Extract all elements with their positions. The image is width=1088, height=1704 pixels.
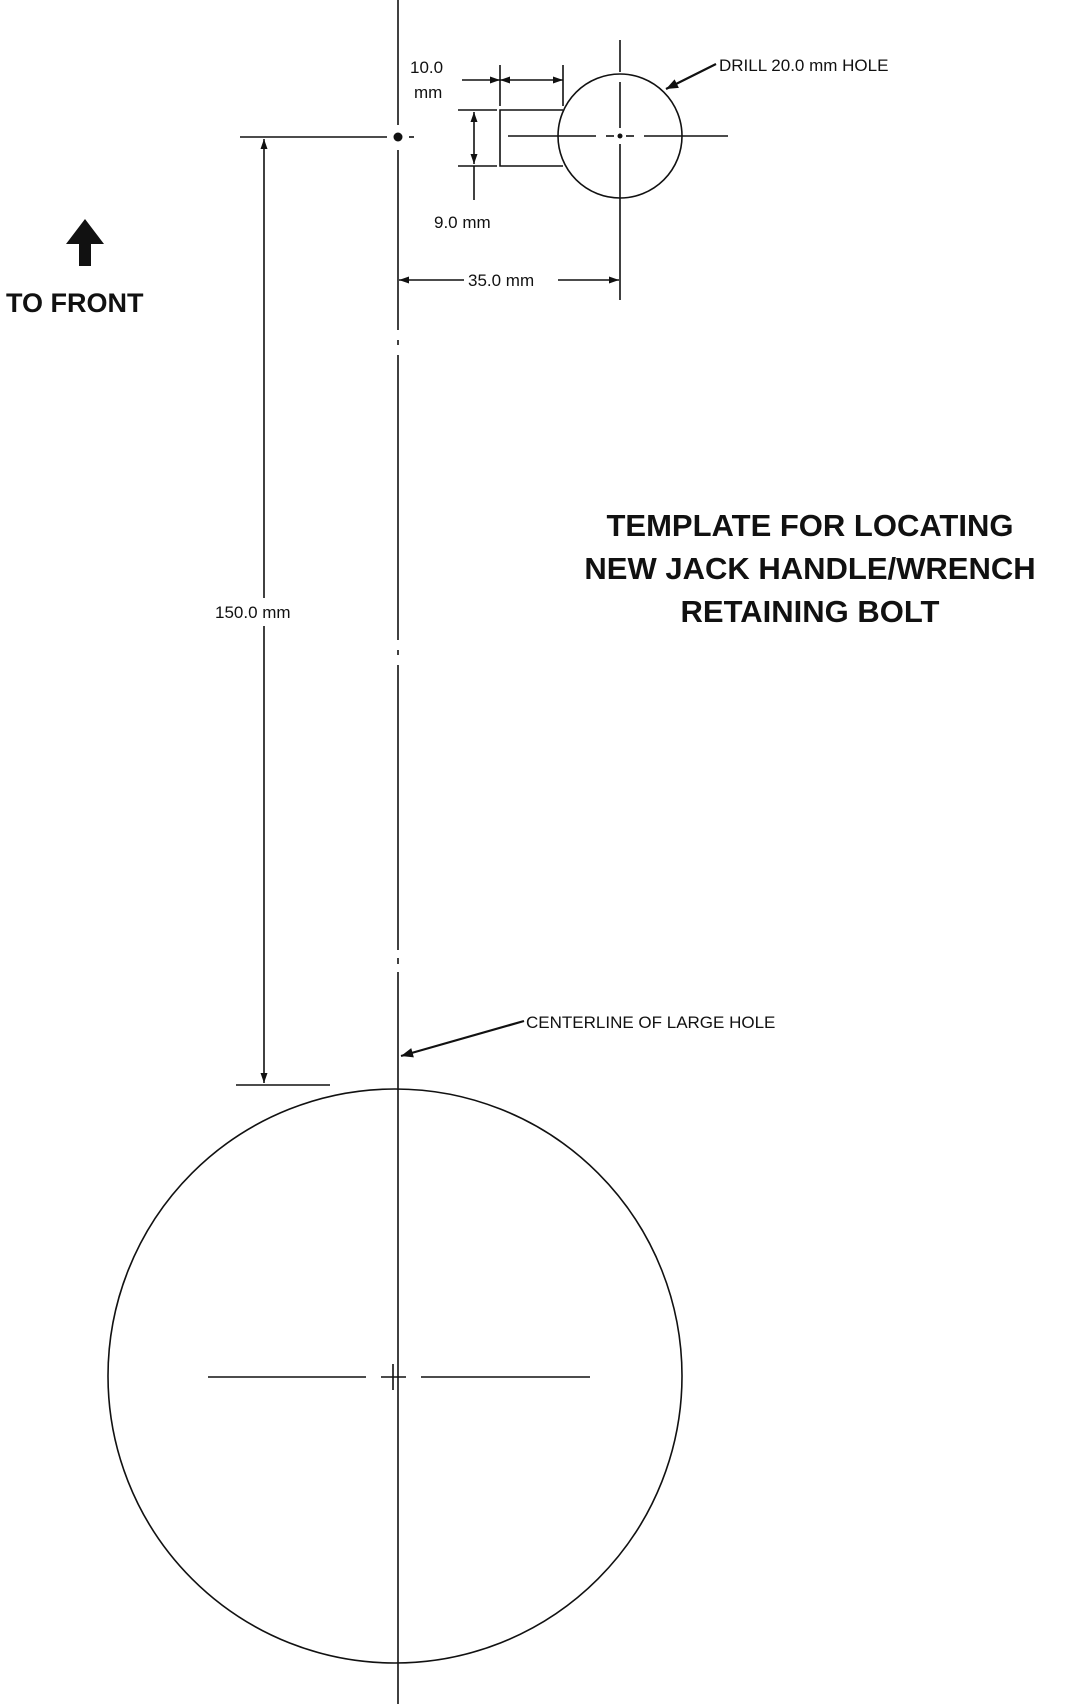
- title-line-2: NEW JACK HANDLE/WRENCH: [584, 551, 1036, 586]
- dim-35: 35.0 mm: [468, 271, 535, 290]
- dim-9: 9.0 mm: [434, 213, 491, 232]
- to-front-indicator: [6, 219, 144, 318]
- slot-outline: [500, 110, 563, 166]
- dimension-35mm: [399, 271, 619, 290]
- title-block: [584, 508, 1035, 629]
- dimension-150mm: [215, 139, 330, 1085]
- drill-hole-callout: [666, 56, 888, 89]
- dimension-9mm: [434, 110, 497, 232]
- dim-10-unit: mm: [414, 83, 443, 102]
- dim-150: 150.0 mm: [215, 603, 291, 622]
- up-arrow-icon: [66, 219, 104, 266]
- drill-hole: [508, 40, 728, 300]
- title-line-3: RETAINING BOLT: [680, 594, 940, 629]
- centerline-callout: [401, 1013, 775, 1056]
- drill-hole-label: DRILL 20.0 mm HOLE: [719, 56, 889, 75]
- dimension-10mm: [410, 58, 563, 106]
- dim-10-value: 10.0: [410, 58, 444, 77]
- bolt-center-mark: [240, 133, 414, 142]
- to-front-label: TO FRONT: [6, 288, 144, 318]
- large-hole: [108, 1089, 682, 1663]
- centerline-label: CENTERLINE OF LARGE HOLE: [526, 1013, 776, 1032]
- title-line-1: TEMPLATE FOR LOCATING: [606, 508, 1014, 543]
